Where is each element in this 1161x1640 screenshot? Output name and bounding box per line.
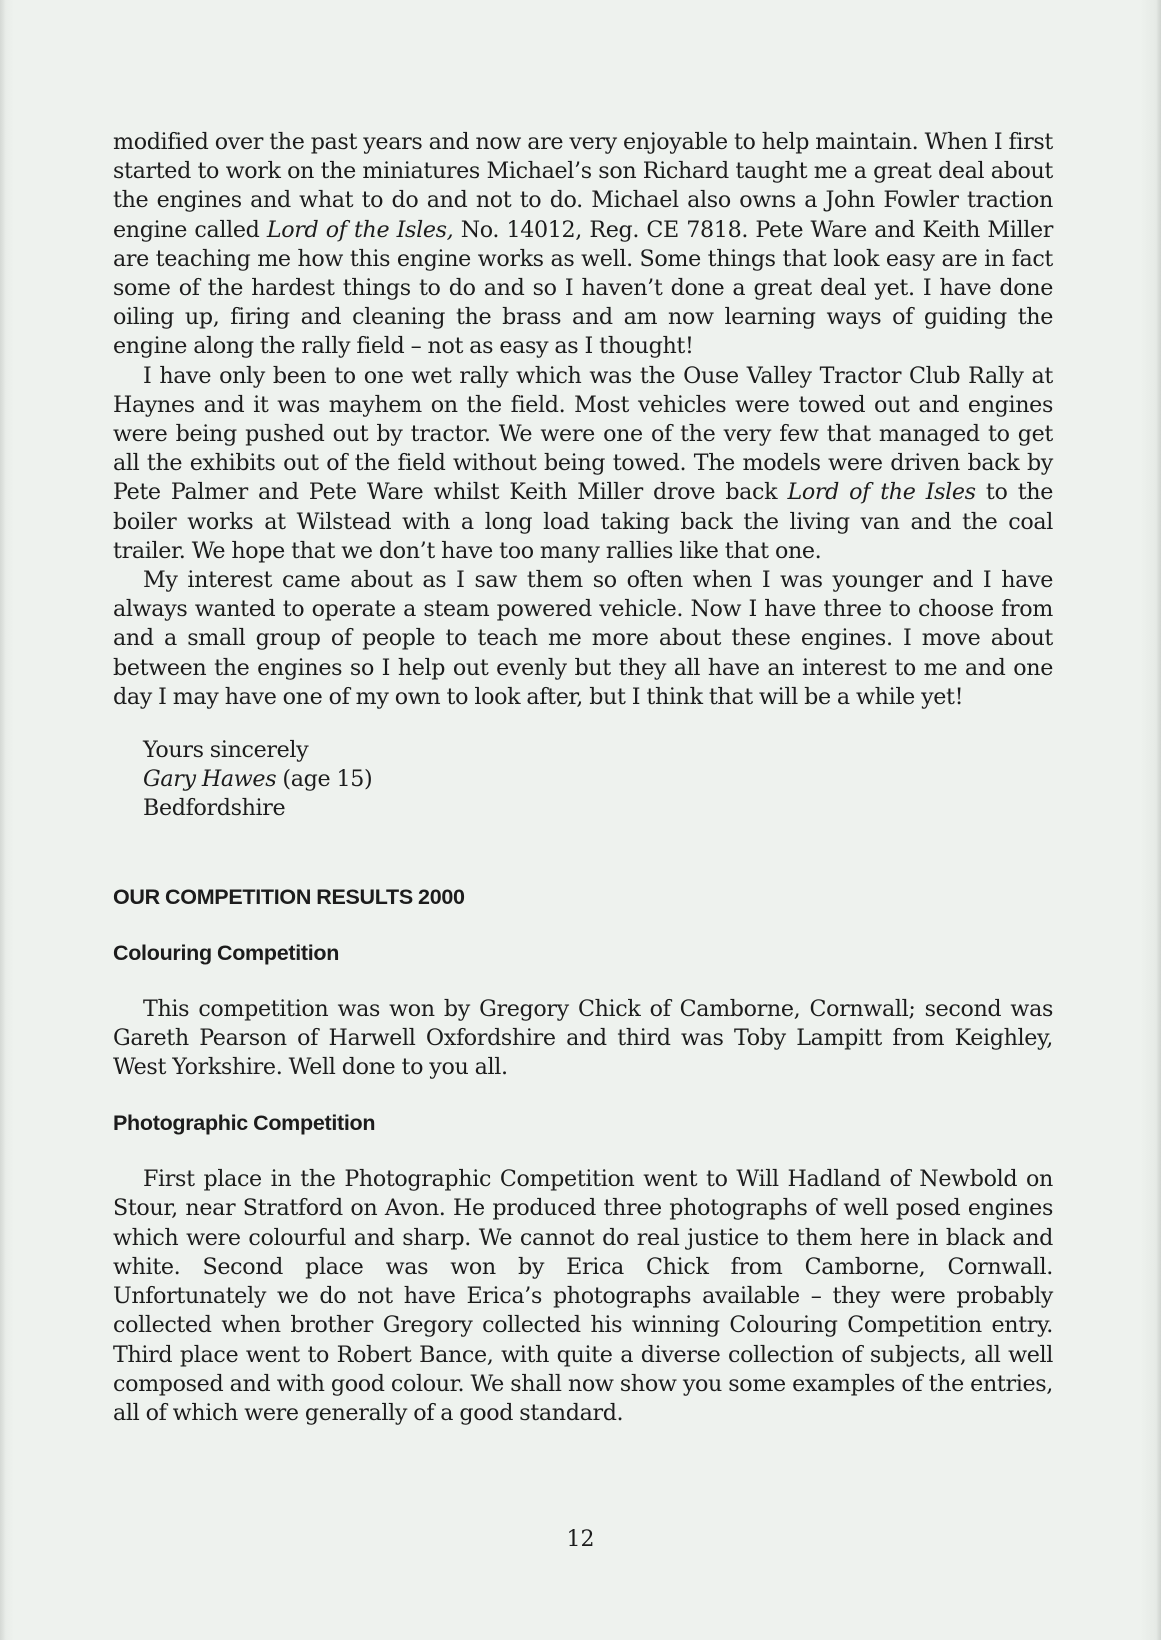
colouring-competition-heading: Colouring Competition — [113, 940, 340, 965]
letter-paragraph-1-text-b: No. 14012, Reg. CE 7818. Pete Ware and Keith Miller are teaching me how this engine works as well. Some things that look easy are in fact some of the hardest things to do and so I haven’t done a great deal yet. I have done oiling up, firing and cleaning the brass and am now learning ways of guiding the engine along the rally field – not as easy as I thought! — [113, 216, 1053, 360]
signoff-closing: Yours sincerely — [143, 737, 309, 764]
letter-paragraph-1-text-a: modified over the past years and now are very enjoyable to help maintain. When I first started to work on the miniatures Michael’s son Richard taught me a great deal about the engines and what to do and not to do. Michael also owns a John Fowler traction engine called — [113, 129, 1053, 243]
author-age: (age 15) — [276, 766, 373, 793]
page-content — [113, 128, 1053, 1428]
colouring-competition-text: This competition was won by Gregory Chick of Camborne, Cornwall; second was Gareth Pearson of Harwell Oxfordshire and third was Toby Lampitt from Keighley, West Yorkshire. Well done to you all. — [113, 995, 1053, 1081]
page-number: 12 — [566, 1527, 595, 1552]
photographic-competition-heading: Photographic Competition — [113, 1111, 376, 1136]
letter-signoff — [113, 736, 1053, 824]
letter-paragraph-2-text-a: I have only been to one wet rally which was the Ouse Valley Tractor Club Rally at Haynes and it was mayhem on the field. Most vehicles were towed out and engines were being pushed out by tractor. We were one of the very few that managed to get all the exhibits out of the field without being towed. The models were driven back by Pete Palmer and Pete Ware whilst Keith Miller drove back — [113, 362, 1053, 506]
letter-paragraph-1 — [113, 128, 1053, 362]
letter-paragraph-3: My interest came about as I saw them so often when I was younger and I have always wanted to operate a steam powered vehicle. Now I have three to choose from and a small group of people to teach me more about these engines. I move about between the engines so I help out evenly but they all have an interest to me and one day I may have one of my own to look after, but I think that will be a while yet! — [113, 567, 1053, 710]
competition-results-heading: OUR COMPETITION RESULTS 2000 — [113, 884, 465, 909]
engine-name-italic: Lord of the Isles, — [266, 216, 454, 243]
signoff-author — [143, 765, 1053, 794]
signoff-place: Bedfordshire — [143, 795, 286, 822]
engine-name-italic: Lord of the Isles — [787, 479, 976, 506]
letter-paragraph-2 — [113, 362, 1053, 566]
author-name: Gary Hawes — [143, 766, 277, 793]
letter-paragraph-2-text-b: to the boiler works at Wilstead with a long load taking back the living van and the coal trailer. We hope that we don’t have too many rallies like that one. — [113, 479, 1053, 564]
photographic-competition-text: First place in the Photographic Competition went to Will Hadland of Newbold on Stour, near Stratford on Avon. He produced three photographs of well posed engines which were colourful and sharp. We cannot do real justice to them here in black and white. Second place was won by Erica Chick from Camborne, Cornwall. Unfortunately we do not have Erica’s photographs available – they were probably collected when brother Gregory collected his winning Colouring Competition entry. Third place went to Robert Bance, with quite a diverse collection of subjects, all well composed and with good colour. We shall now show you some examples of the entries, all of which were generally of a good standard. — [113, 1166, 1053, 1426]
